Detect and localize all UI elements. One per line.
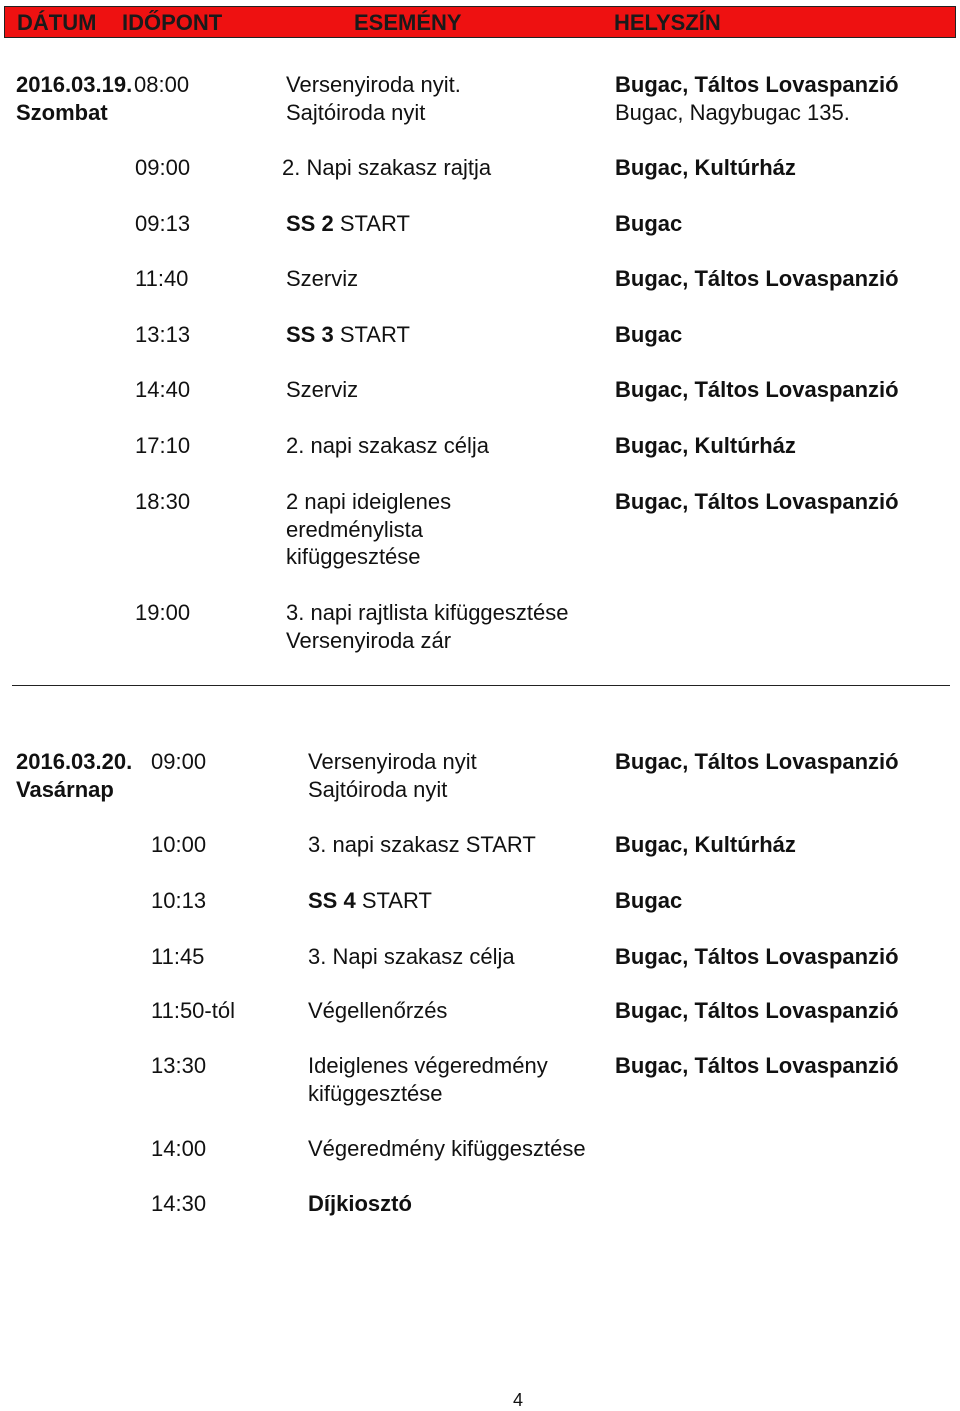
schedule-time: 19:00	[135, 600, 191, 625]
schedule-time: 10:13	[151, 888, 207, 913]
schedule-time: 18:30	[135, 489, 191, 514]
schedule-time: 11:45	[151, 944, 205, 969]
schedule-time: 09:00	[135, 155, 191, 180]
schedule-time: 14:30	[151, 1191, 207, 1216]
schedule-location: Bugac, Táltos Lovaspanzió	[615, 72, 899, 97]
schedule-time: 09:13	[135, 211, 191, 236]
schedule-location: Bugac, Táltos Lovaspanzió	[615, 749, 899, 774]
schedule-event-line: 2 napi ideiglenes	[286, 489, 452, 514]
schedule-event-line: eredménylista	[286, 517, 423, 542]
schedule-location: Bugac, Táltos Lovaspanzió	[615, 489, 899, 514]
schedule-event-line: kifüggesztése	[308, 1081, 443, 1106]
schedule-event	[286, 210, 410, 238]
header-location: HELYSZÍN	[614, 10, 721, 35]
schedule-location: Bugac, Nagybugac 135.	[615, 100, 850, 125]
schedule-event-line: Versenyiroda nyit	[308, 749, 477, 774]
schedule-location: Bugac, Táltos Lovaspanzió	[615, 377, 899, 402]
day-divider	[12, 685, 950, 686]
schedule-event: 3. Napi szakasz célja	[308, 944, 515, 969]
schedule-event-line: Sajtóiroda nyit	[308, 777, 448, 802]
schedule-event-line: 3. napi rajtlista kifüggesztése	[286, 600, 569, 625]
schedule-event-line: Ideiglenes végeredmény	[308, 1053, 548, 1078]
header-event: ESEMÉNY	[354, 10, 462, 35]
schedule-event: Díjkiosztó	[308, 1191, 412, 1216]
schedule-location: Bugac	[615, 322, 683, 347]
header-date: DÁTUM	[17, 10, 97, 35]
stage-action: START	[355, 888, 432, 913]
schedule-location: Bugac, Kultúrház	[615, 433, 796, 458]
schedule-location: Bugac, Táltos Lovaspanzió	[615, 944, 899, 969]
schedule-time: 09:00	[151, 749, 207, 774]
page-number: 4	[512, 1390, 523, 1410]
day1-date: 2016.03.19.	[16, 72, 133, 97]
schedule-time: 10:00	[151, 832, 207, 857]
schedule-time: 11:40	[135, 266, 189, 291]
schedule-event	[286, 321, 410, 349]
day1-weekday: Szombat	[16, 100, 108, 125]
schedule-event: 2. Napi szakasz rajtja	[282, 155, 492, 180]
schedule-event: 3. napi szakasz START	[308, 832, 536, 857]
schedule-event: Versenyiroda nyit.	[286, 72, 461, 97]
stage-code: SS 2	[286, 211, 334, 236]
schedule-event: Végeredmény kifüggesztése	[308, 1136, 586, 1161]
schedule-event: Szerviz	[286, 377, 359, 402]
schedule-event-line: kifüggesztése	[286, 544, 421, 569]
schedule-location: Bugac, Táltos Lovaspanzió	[615, 1053, 899, 1078]
stage-action: START	[333, 322, 410, 347]
schedule-location: Bugac, Táltos Lovaspanzió	[615, 266, 899, 291]
schedule-time: 13:13	[135, 322, 191, 347]
schedule-time: 11:50-tól	[151, 998, 235, 1023]
schedule-event: Szerviz	[286, 266, 359, 291]
stage-code: SS 3	[286, 322, 334, 347]
schedule-event: 2. napi szakasz célja	[286, 433, 489, 458]
schedule-location: Bugac	[615, 888, 683, 913]
schedule-location: Bugac, Kultúrház	[615, 155, 796, 180]
stage-code: SS 4	[308, 888, 356, 913]
schedule-time: 13:30	[151, 1053, 207, 1078]
day2-weekday: Vasárnap	[16, 777, 114, 802]
schedule-event: Sajtóiroda nyit	[286, 100, 426, 125]
schedule-location: Bugac, Táltos Lovaspanzió	[615, 998, 899, 1023]
schedule-event: Végellenőrzés	[308, 998, 448, 1023]
schedule-time: 14:00	[151, 1136, 207, 1161]
stage-action: START	[333, 211, 410, 236]
schedule-location: Bugac	[615, 211, 683, 236]
schedule-time: 08:00	[134, 72, 190, 97]
table-header	[4, 6, 956, 38]
schedule-location: Bugac, Kultúrház	[615, 832, 796, 857]
schedule-time: 17:10	[135, 433, 191, 458]
header-time: IDŐPONT	[122, 10, 223, 35]
schedule-event-line: Versenyiroda zár	[286, 628, 452, 653]
schedule-event	[308, 887, 432, 915]
schedule-time: 14:40	[135, 377, 191, 402]
day2-date: 2016.03.20.	[16, 749, 133, 774]
